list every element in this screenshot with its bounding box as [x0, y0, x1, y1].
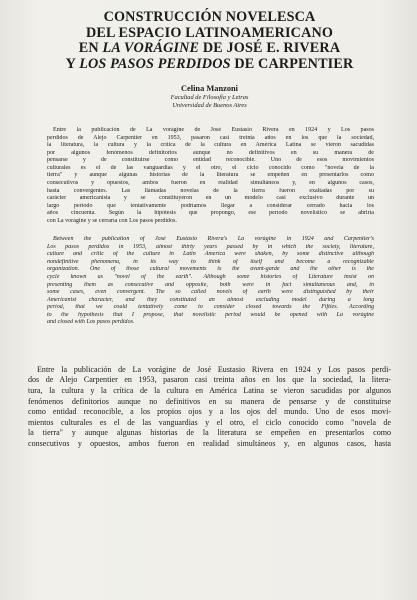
- body-line: la tierra" y aunque algunas historias de la literatura se empeñen en presentarlos como: [28, 428, 391, 438]
- abstract-line: culture and critic of the culture in Latin America were shaken, by some distinctive although: [47, 251, 374, 258]
- abstract-line: period, that we could tentatively come to consider closed towards the Fifties. According: [47, 304, 374, 311]
- abstract-line: Entre la publicación de La vorágine de José Eustasio Rivera en 1924 y Los pasos: [53, 127, 374, 134]
- abstract-english: [47, 236, 374, 327]
- body-text: [28, 365, 391, 450]
- affiliation-line: Facultad de Filosofía y Letras: [170, 94, 249, 101]
- abstract-spanish: [47, 127, 374, 225]
- abstract-line: carácter americanista y se constituyeron en un modelo casi exclusivo durante un: [47, 195, 374, 202]
- abstract-line: por algunos fenómenos definitorios aunque no definitivos en su manera de: [47, 149, 374, 156]
- body-line: Entre la publicación de La vorágine de José Eustasio Rivera en 1924 y Los pasos perdi-: [37, 364, 391, 374]
- author-affiliation: [28, 94, 391, 109]
- abstract-line: nondefinitive phenomena, in its way to think of itself and become a recognizable: [47, 258, 374, 265]
- abstract-line: and closed with Los pasos perdidos.: [47, 319, 135, 326]
- abstract-line: Americanist character, and they constituted an almost excluding model during a long: [47, 296, 374, 303]
- abstract-line: cycle known as "novel of the earth". Although some histories of Literature insist on: [47, 274, 374, 281]
- title-line: CONSTRUCCIÓN NOVELESCA: [103, 9, 316, 25]
- title-line: DEL ESPACIO LATINOAMERICANO: [85, 24, 334, 41]
- abstract-line: some cases, even convergent. The so called novels of earth were distinguished by their: [47, 289, 374, 296]
- abstract-line: presenting them as consecutive and opposite, both were in fact simultaneous and, in: [47, 281, 374, 288]
- body-line: consecutivos y opuestos, ambos fueron en realidad simultáneos y, en algunos casos, hasta: [28, 439, 391, 449]
- abstract-line: Los pasos perdidos in 1953, almost thirty years passed by in which the society, literature,: [47, 243, 374, 250]
- abstract-line: la literatura, la cultura y la crítica de la cultura en América Latina se vieron sacudidas: [47, 142, 374, 149]
- abstract-line: culturales es el de las vanguardias y el otro, el ciclo conocido como "novela de la: [47, 164, 374, 171]
- body-line: mientos culturales es el de las vanguardias y el otro, el ciclo conocido como "novela de: [28, 417, 391, 427]
- author-name: Celina Manzoni: [181, 84, 238, 93]
- abstract-line: largo período que tentativamente podríamos llegar a considerar cerrado hacia los: [47, 202, 374, 209]
- abstract-line: años cincuenta. Según la hipótesis que propongo, ese período novelístico se abriría: [47, 210, 374, 217]
- affiliation-line: Universidad de Buenos Aires: [172, 101, 247, 109]
- abstract-line: tierra" y aunque algunas historias de la literatura se empeñen en presentarlos como: [47, 172, 374, 179]
- abstract-line: consecutivos y opuestos, ambos fueron en realidad simultáneos y, en algunos casos,: [47, 180, 374, 187]
- title-line: Y LOS PASOS PERDIDOS DE CARPENTIER: [65, 55, 354, 72]
- article-title: [28, 10, 391, 72]
- abstract-line: perdidos de Alejo Carpentier en 1953, pasaron casi treinta años en los que la sociedad,: [47, 134, 374, 141]
- abstract-line: to the hypothesis that I propose, that novelistic period would be opened with La vorágine: [47, 311, 374, 318]
- body-line: dos de Alejo Carpentier en 1953, pasaron casi treinta años en los que la sociedad, la litera-: [28, 375, 391, 385]
- abstract-line: con La vorágine y se cerraría con Los pasos perdidos.: [47, 217, 177, 224]
- body-line: como entidad reconocible, a los propios ojos y a los ojos del mundo. Uno de esos movi-: [28, 407, 391, 417]
- abstract-line: pensarse y de constituirse como entidad reconocible. Uno de esos movimientos: [47, 157, 374, 164]
- abstract-line: Between the publication of José Eustasio Rivera's La vorágine in 1924 and Carpentier's: [53, 236, 374, 243]
- abstract-line: organization. One of those cultural movements is the avant-garde and the other is the: [47, 266, 374, 273]
- abstract-line: hasta convergentes. Las llamadas novelas de la tierra fueron exaltadas por su: [47, 187, 374, 194]
- body-line: fenómenos definitorios aunque no definitivos en su manera de pensarse y de constituirse: [28, 396, 391, 406]
- title-line: EN LA VORÁGINE DE JOSÉ E. RIVERA: [78, 40, 341, 56]
- body-line: tura, la cultura y la crítica de la cultura en América Latina se vieron sacudidas por algunos: [28, 386, 391, 396]
